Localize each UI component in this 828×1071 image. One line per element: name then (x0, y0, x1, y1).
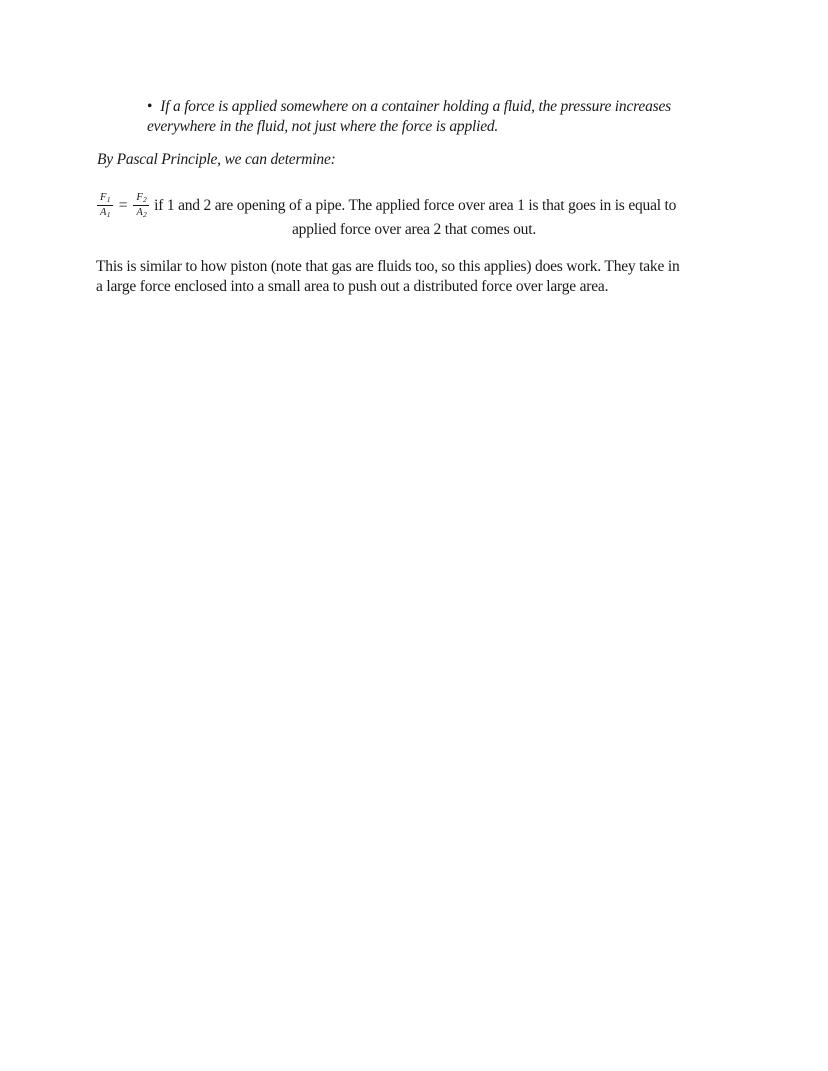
a2-subscript: 2 (143, 210, 147, 219)
a1-subscript: 1 (106, 210, 111, 219)
bullet-point-block (147, 97, 671, 137)
a2-base: A (136, 207, 143, 218)
equation-line-1 (97, 192, 731, 219)
fraction-a2-denominator (133, 206, 149, 219)
bullet-line-1 (147, 97, 671, 117)
bullet-text-line-1: If a force is applied somewhere on a container holding a fluid, the pressure increases (160, 98, 671, 115)
equals-sign: = (118, 196, 128, 214)
f1-subscript: 1 (106, 195, 111, 204)
fraction-f2-a2 (133, 192, 149, 219)
f1-base: F (100, 192, 107, 203)
bullet-text-line-2: everywhere in the fluid, not just where the force is applied. (147, 118, 499, 135)
closing-line-1: This is similar to how piston (note that gas are fluids too, so this applies) does work. They take in (96, 258, 680, 275)
intro-sentence: By Pascal Principle, we can determine: (97, 151, 336, 168)
equation-text-line-2: applied force over area 2 that comes out. (292, 221, 536, 238)
f2-base: F (136, 192, 143, 203)
fraction-f1-a1 (97, 192, 113, 219)
fraction-a1-denominator (97, 206, 113, 219)
equation-paragraph (97, 192, 731, 240)
f2-subscript: 2 (143, 195, 147, 204)
fraction-f1-numerator (97, 192, 113, 206)
equation-text-line-1: if 1 and 2 are opening of a pipe. The applied force over area 1 is that goes in is equal to (154, 196, 677, 214)
closing-line-2: a large force enclosed into a small area to push out a distributed force over large area. (96, 278, 609, 295)
a1-base: A (100, 207, 107, 218)
bullet-marker: • (147, 98, 153, 115)
closing-paragraph (96, 257, 680, 297)
fraction-f2-numerator (133, 192, 149, 206)
